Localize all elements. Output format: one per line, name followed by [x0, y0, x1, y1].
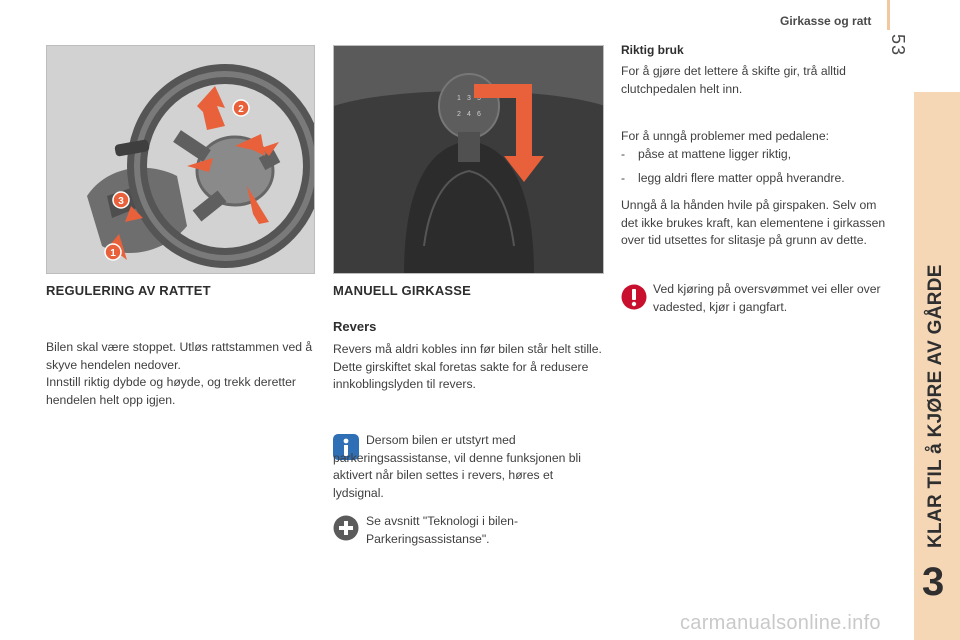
info-note: Dersom bilen er utstyrt med parkeringsassistanse, vil denne funksjonen bli aktivert når bilen settes i revers, høres et lydsignal.: [333, 433, 581, 500]
plus-icon: [333, 515, 359, 546]
warning-note: Ved kjøring på oversvømmet vei eller over vadested, kjør i gangfart.: [653, 282, 881, 314]
bullet-item: - påse at mattene ligger riktig,: [621, 147, 792, 161]
knob-number: 5: [477, 95, 481, 102]
chapter-number: 3: [922, 560, 945, 604]
marker-2: 2: [238, 104, 244, 115]
steering-paragraph: Innstill riktig dybde og høyde, og trekk deretter hendelen helt opp igjen.: [46, 375, 296, 407]
correct-use-para1: For å gjøre det lettere å skifte gir, trå alltid clutchpedalen helt inn.: [621, 64, 846, 96]
gear-lever-drawing: [334, 46, 604, 274]
steering-heading: REGULERING AV RATTET: [46, 283, 211, 298]
chapter-title: KLAR TIL å KJØRE AV GÅRDE: [925, 264, 946, 548]
knob-number: 6: [477, 111, 481, 118]
section-title: Girkasse og ratt: [780, 14, 872, 28]
steering-wheel-drawing: [47, 46, 315, 274]
reverse-body: [333, 341, 605, 394]
page-number: 53: [888, 34, 908, 57]
watermark: carmanualsonline.info: [680, 612, 881, 634]
knob-number: 3: [467, 95, 471, 102]
bullet-list: [621, 146, 891, 187]
knob-number: 2: [457, 111, 461, 118]
steering-wheel-illustration: [46, 45, 315, 274]
marker-3: 3: [118, 196, 124, 207]
header-divider: [887, 0, 890, 30]
steering-paragraph: Bilen skal være stoppet. Utløs rattstammen ved å skyve hendelen nedover.: [46, 340, 313, 372]
gearbox-heading: MANUELL GIRKASSE: [333, 283, 472, 298]
reverse-paragraph: Dette girskiftet skal foretas sakte for å redusere innkoblingslyden til revers.: [333, 359, 589, 391]
gear-lever-illustration: [333, 45, 604, 274]
knob-number: 1: [457, 95, 461, 102]
correct-use-heading: Riktig bruk: [621, 43, 684, 57]
correct-use-para3: Unngå å la hånden hvile på girspaken. Selv om det ikke brukes kraft, kan elementene i girkassen over tid utsettes for slitasje på grunn av dette.: [621, 198, 886, 247]
reverse-paragraph: Revers må aldri kobles inn før bilen står helt stille.: [333, 342, 602, 356]
reverse-heading: Revers: [333, 319, 377, 334]
marker-1: 1: [110, 248, 116, 259]
bullet-item: - legg aldri flere matter oppå hverandre.: [621, 170, 845, 185]
correct-use-intro: For å unngå problemer med pedalene:: [621, 129, 829, 143]
plus-note: Se avsnitt "Teknologi i bilen- Parkeringsassistanse".: [366, 514, 519, 546]
knob-number: 4: [467, 111, 471, 118]
warning-icon: [621, 284, 647, 315]
steering-body: [46, 339, 316, 409]
